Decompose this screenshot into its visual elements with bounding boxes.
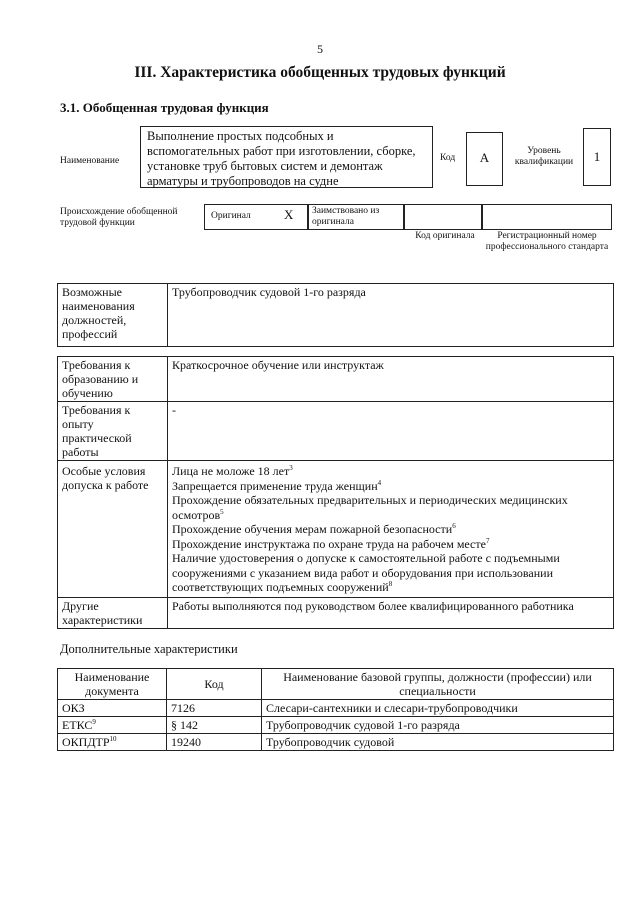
positions-value: Трубопроводчик судовой 1-го разряда <box>168 284 614 347</box>
row-doc: ОКЗ <box>58 700 167 717</box>
positions-label: Возможные наименования должностей, профессий <box>58 284 168 347</box>
row-name: Слесари-сантехники и слесари-трубопроводчики <box>262 700 614 717</box>
code-value: A <box>479 150 490 165</box>
condition-item: Прохождение инструктажа по охране труда на рабочем месте$^7$ <box>172 536 490 551</box>
education-value: Краткосрочное обучение или инструктаж <box>168 357 614 402</box>
origin-cell-code <box>404 204 482 230</box>
section-title: III. Характеристика обобщенных трудовых функций <box>134 64 506 81</box>
origin-cell-reg <box>482 204 612 230</box>
condition-item: Прохождение обязательных предварительных и периодических медицинских осмотров$^5$ <box>172 493 568 522</box>
education-label: Требования к образованию и обучению <box>58 357 168 402</box>
experience-value: - <box>168 402 614 461</box>
original-mark: X <box>284 207 294 222</box>
requirements-table <box>57 356 614 629</box>
row-name: Трубопроводчик судовой <box>262 734 614 751</box>
level-label: Уровень квалификации <box>514 146 574 167</box>
positions-table <box>57 283 614 347</box>
borrowed-label: Заимствовано из оригинала <box>312 206 380 227</box>
page-number: 5 <box>317 42 323 56</box>
condition-item: Наличие удостоверения о допуске к самостоятельной работе с подъемными сооружениями с указанием вида работ и оборудования при использовании соответствующих подъемных сооружений$^8$ <box>172 551 560 594</box>
other-value: Работы выполняются под руководством более квалифицированного работника <box>168 598 614 629</box>
function-name-value: Выполнение простых подсобных и вспомогательных работ при изготовлении, сборке, установке труб бытовых систем и демонтаж арматуры и трубопроводов на судне <box>147 129 416 188</box>
row-code: 7126 <box>167 700 262 717</box>
origin-label: Происхождение обобщенной трудовой функции <box>60 207 178 228</box>
table-row <box>58 700 614 717</box>
additional-heading: Дополнительные характеристики <box>60 642 238 656</box>
other-label: Другие характеристики <box>58 598 168 629</box>
row-doc: ОКПДТР$^{10}$ <box>58 734 167 751</box>
row-code: § 142 <box>167 717 262 734</box>
original-label: Оригинал <box>211 211 251 221</box>
header-base-group: Наименование базовой группы, должности (профессии) или специальности <box>262 669 614 700</box>
condition-item: Прохождение обучения мерам пожарной безопасности$^6$ <box>172 522 456 536</box>
conditions-list <box>168 461 614 598</box>
code-original-caption: Код оригинала <box>415 231 475 241</box>
code-label: Код <box>440 153 456 163</box>
row-name: Трубопроводчик судовой 1-го разряда <box>262 717 614 734</box>
conditions-label: Особые условия допуска к работе <box>58 461 168 598</box>
additional-table <box>57 668 614 751</box>
experience-label: Требования к опыту практической работы <box>58 402 168 461</box>
condition-item: Запрещается применение труда женщин$^4$ <box>172 478 382 493</box>
level-value: 1 <box>593 149 601 164</box>
reg-number-caption: Регистрационный номер профессионального стандарта <box>485 231 609 252</box>
subsection-title: 3.1. Обобщенная трудовая функция <box>60 100 269 115</box>
name-label: Наименование <box>60 156 120 166</box>
table-row <box>58 717 614 734</box>
table-row <box>58 734 614 751</box>
row-doc: ЕТКС$^9$ <box>58 717 167 734</box>
row-code: 19240 <box>167 734 262 751</box>
condition-item: Лица не моложе 18 лет$^3$ <box>172 464 293 478</box>
header-code: Код <box>167 669 262 700</box>
function-name-box <box>140 126 433 188</box>
header-document: Наименование документа <box>58 669 167 700</box>
